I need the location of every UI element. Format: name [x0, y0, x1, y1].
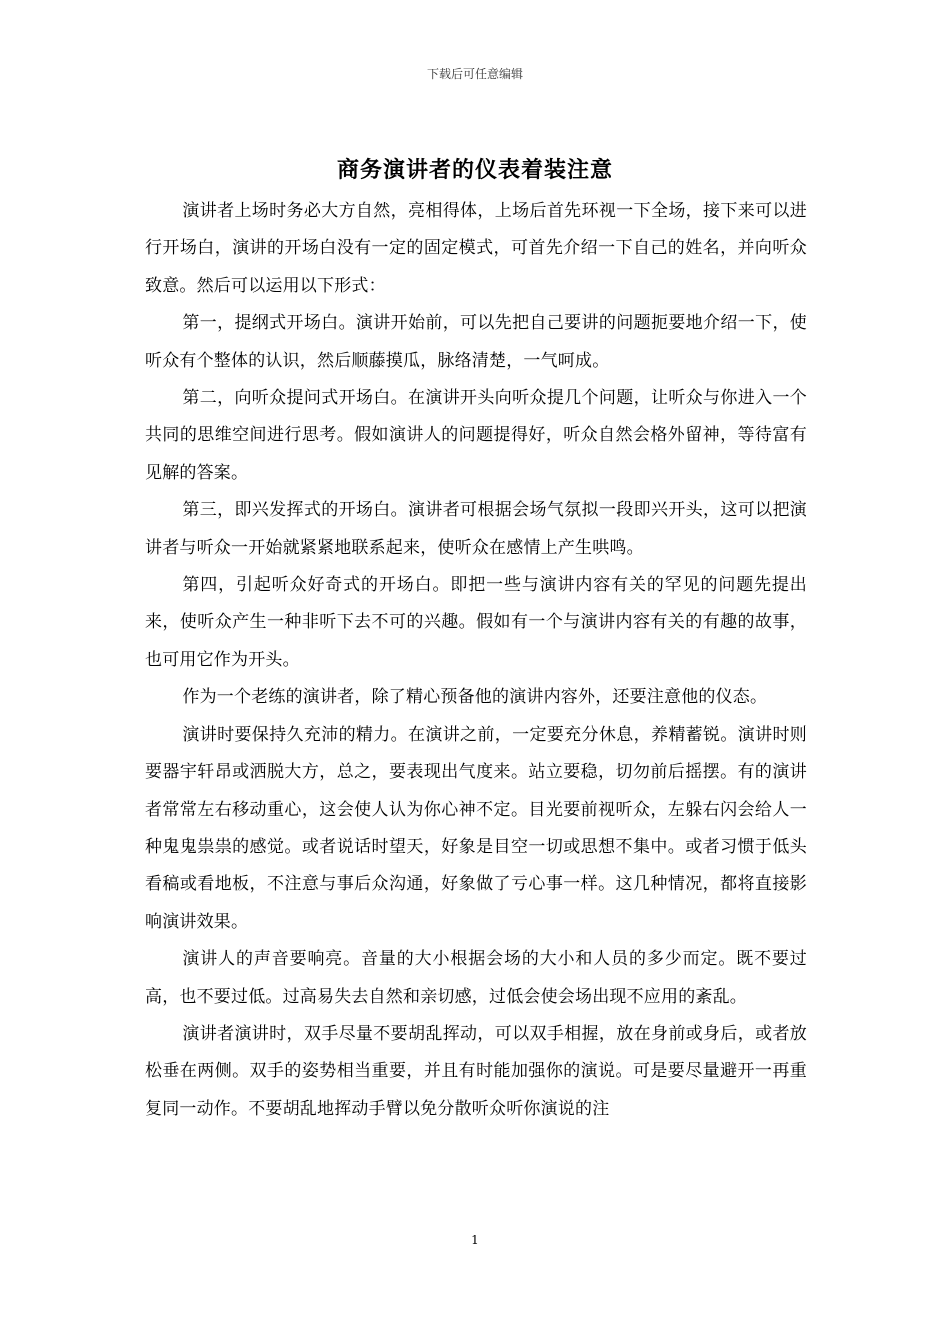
- paragraph-improvised-opening: 第三，即兴发挥式的开场白。演讲者可根据会场气氛拟一段即兴开头，这可以把演讲者与听众一开始就紧紧地联系起来，使听众在感情上产生哄鸣。: [145, 500, 807, 558]
- paragraph-gestures: 演讲者演讲时，双手尽量不要胡乱挥动，可以双手相握，放在身前或身后，或者放松垂在两侧。双手的姿势相当重要，并且有时能加强你的演说。可是要尽量避开一再重复同一动作。不要胡乱地挥动手臂以免分散听众听你演说的注: [145, 1023, 807, 1119]
- paragraph-intro: 演讲者上场时务必大方自然，亮相得体，上场后首先环视一下全场，接下来可以进行开场白，演讲的开场白没有一定的固定模式，可首先介绍一下自己的姓名，并向听众致意。然后可以运用以下形式：: [145, 201, 807, 296]
- document-body: [145, 193, 807, 1128]
- paragraph-outline-opening: 第一，提纲式开场白。演讲开始前，可以先把自己要讲的问题扼要地介绍一下，使听众有个整体的认识，然后顺藤摸瓜，脉络清楚，一气呵成。: [145, 313, 807, 371]
- paragraph-demeanor: 作为一个老练的演讲者，除了精心预备他的演讲内容外，还要注意他的仪态。: [182, 687, 768, 708]
- document-title: 商务演讲者的仪表着装注意: [336, 157, 613, 183]
- paragraph-energy: 演讲时要保持久充沛的精力。在演讲之前，一定要充分休息，养精蓄锐。演讲时则要器宇轩昂或洒脱大方，总之，要表现出气度来。站立要稳，切勿前后摇摆。有的演讲者常常左右移动重心，这会使人认为你心神不定。目光要前视听众，左躲右闪会给人一种鬼鬼祟祟的感觉。或者说话时望天，好象是目空一切或思想不集中。或者习惯于低头看稿或看地板，不注意与事后众沟通，好象做了亏心事一样。这几种情况，都将直接影响演讲效果。: [145, 724, 807, 932]
- paragraph-curiosity-opening: 第四，引起听众好奇式的开场白。即把一些与演讲内容有关的罕见的问题先提出来，使听众产生一种非听下去不可的兴趣。假如有一个与演讲内容有关的有趣的故事，也可用它作为开头。: [145, 575, 807, 670]
- paragraph-voice: 演讲人的声音要响亮。音量的大小根据会场的大小和人员的多少而定。既不要过高，也不要过低。过高易失去自然和亲切感，过低会使会场出现不应用的紊乱。: [145, 949, 807, 1007]
- page-header: 下载后可任意编辑: [426, 67, 523, 81]
- page-number: 1: [471, 1233, 479, 1247]
- paragraph-question-opening: 第二，向听众提问式开场白。在演讲开头向听众提几个问题，让听众与你进入一个共同的思维空间进行思考。假如演讲人的问题提得好，听众自然会格外留神，等待富有见解的答案。: [145, 388, 807, 483]
